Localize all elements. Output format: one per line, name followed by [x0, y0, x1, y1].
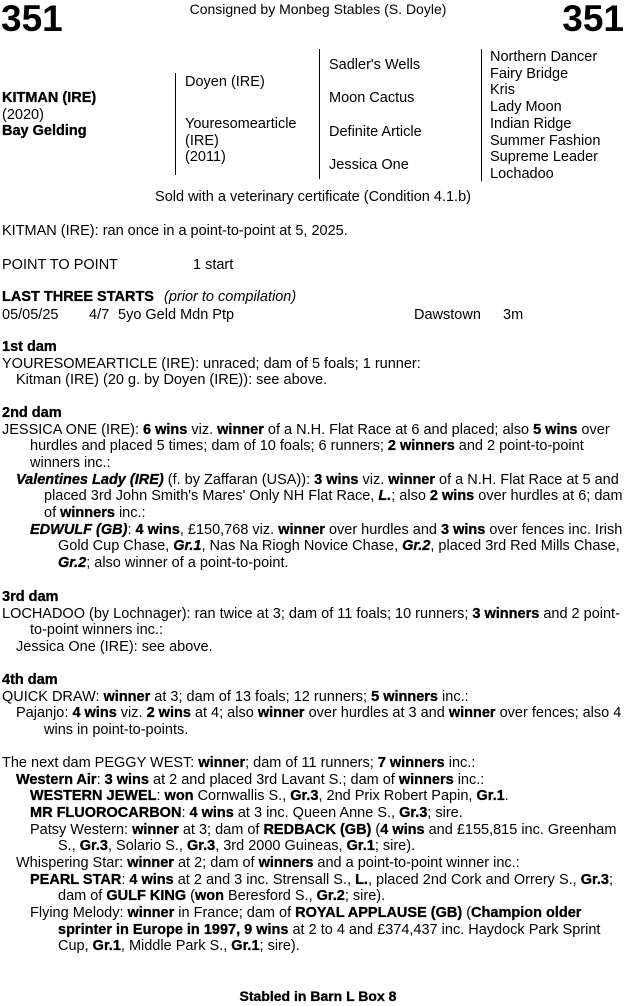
- t: 4 wins: [189, 805, 234, 822]
- t: 4 wins: [135, 521, 180, 538]
- t: , 3rd 2000 Guineas,: [215, 838, 347, 855]
- t: Gr.3: [79, 838, 108, 855]
- t: Gr.3: [290, 788, 319, 805]
- t: Western Air: [16, 771, 97, 788]
- t: The next dam PEGGY WEST:: [2, 755, 199, 771]
- second-dam-text: [2, 422, 628, 472]
- pearl-star-text: [2, 872, 628, 905]
- t: 6 wins: [143, 421, 188, 438]
- t: 3 wins: [314, 471, 359, 488]
- pedigree-dam-line3: (2011): [185, 149, 226, 166]
- t: winner: [127, 905, 175, 922]
- t: 4 wins: [129, 871, 174, 888]
- t: Pajanjo:: [16, 705, 73, 722]
- t: 3 winners: [472, 605, 540, 622]
- t: viz.: [116, 705, 147, 722]
- t: winners: [60, 505, 115, 522]
- t: Gr.1: [476, 788, 505, 805]
- t: at 3; dam of: [178, 821, 264, 838]
- t: 7 winners: [377, 755, 445, 771]
- pedigree-gen4-1: Fairy Bridge: [490, 65, 569, 82]
- t: ; sire).: [374, 838, 416, 855]
- t: L.: [355, 871, 368, 888]
- t: Gr.3: [399, 805, 428, 822]
- t: at 2 and placed 3rd Lavant S.; dam of: [148, 771, 399, 788]
- t: viz.: [187, 421, 218, 438]
- last-three-heading: LAST THREE STARTS: [2, 289, 154, 305]
- t: inc.:: [114, 505, 146, 522]
- pedigree-gen4: [490, 49, 600, 183]
- patsy-western-text: [2, 822, 628, 855]
- pedigree-dam: [185, 116, 297, 166]
- t: EDWULF (GB): [30, 521, 128, 538]
- t: WESTERN JEWEL: [30, 788, 157, 805]
- pedigree-gen3-1: Moon Cactus: [329, 90, 415, 106]
- pedigree-gen4-5: Summer Fashion: [490, 132, 601, 149]
- mr-fluorocarbon-text: [2, 805, 628, 822]
- t: Flying Melody:: [30, 905, 128, 922]
- t: winner: [217, 421, 264, 438]
- t: ; sire.: [427, 805, 463, 822]
- t: 2 wins: [429, 488, 475, 505]
- next-dam-section: [2, 755, 628, 955]
- fourth-dam-text: [2, 689, 628, 706]
- t: , Nas Na Riogh Novice Chase,: [201, 538, 403, 555]
- t: :: [121, 871, 130, 888]
- t: ROYAL APPLAUSE (GB): [295, 905, 463, 922]
- pedigree-gen4-6: Supreme Leader: [490, 149, 599, 166]
- t: at 3 inc. Queen Anne S.,: [233, 805, 400, 822]
- t: , Middle Park S.,: [120, 938, 232, 955]
- next-dam-text: [2, 755, 628, 772]
- start-date: 05/05/25: [2, 307, 59, 323]
- t: viz.: [358, 471, 389, 488]
- t: won: [164, 788, 194, 805]
- second-dam-section: [2, 405, 628, 572]
- first-dam-line: YOURESOMEARTICLE (IRE): unraced; dam of 5 foals; 1 runner:: [2, 355, 421, 372]
- t: ; also winner of a point-to-point.: [86, 555, 289, 572]
- t: over fences inc. Irish Gold Cup Chase,: [58, 521, 623, 555]
- t: (f. by Zaffaran (USA)):: [163, 471, 315, 488]
- start-position: 4/7: [89, 307, 110, 323]
- t: , Solario S.,: [107, 838, 187, 855]
- t: :: [156, 788, 165, 805]
- horse-name: KITMAN (IRE): [2, 90, 97, 106]
- t: over hurdles and: [324, 521, 441, 538]
- t: ; dam of: [58, 871, 613, 905]
- pedigree-gen4-7: Lochadoo: [490, 165, 554, 182]
- t: Gr.2: [58, 555, 87, 572]
- start-race: 5yo Geld Mdn Ptp: [118, 307, 235, 323]
- t: :: [181, 805, 190, 822]
- t: inc.:: [438, 688, 469, 705]
- t: over fences; also 4 wins in point-to-points.: [44, 705, 622, 739]
- t: of a N.H. Flat Race at 5 and placed 3rd John Smith's Mares' Only NH Flat Race,: [44, 471, 619, 505]
- t: at 2 and 3 inc. Strensall S.,: [173, 871, 356, 888]
- t: Gr.2: [316, 888, 345, 905]
- pedigree-bracket-2: [319, 49, 320, 179]
- t: winner: [127, 855, 174, 872]
- t: winner: [388, 471, 436, 488]
- pedigree-bracket-1: [175, 73, 176, 175]
- t: winner: [132, 821, 179, 838]
- t: , £150,768 viz.: [179, 521, 279, 538]
- t: MR FLUOROCARBON: [30, 805, 182, 822]
- t: Valentines Lady (IRE): [16, 471, 164, 488]
- start-course: Dawstown: [414, 307, 481, 323]
- consignor-line: Consigned by Monbeg Stables (S. Doyle): [189, 1, 447, 17]
- t: Cornwallis S.,: [193, 788, 291, 805]
- t: and a point-to-point winner inc.:: [313, 855, 520, 872]
- valentines-lady-text: [2, 472, 628, 522]
- t: over hurdles at 6; dam of: [44, 488, 623, 522]
- fourth-dam-heading: 4th dam: [2, 672, 58, 688]
- t: Gr.2: [402, 538, 431, 555]
- pedigree-sire: Doyen (IRE): [185, 74, 265, 90]
- t: REDBACK (GB): [263, 821, 372, 838]
- pedigree-dam-line2: (IRE): [185, 132, 219, 149]
- t: at 4; also: [190, 705, 258, 722]
- t: of a N.H. Flat Race at 6 and placed; also: [263, 421, 534, 438]
- pedigree-gen3-0: Sadler's Wells: [329, 57, 421, 73]
- t: won: [194, 888, 224, 905]
- t: at 3; dam of 13 foals; 12 runners;: [150, 688, 372, 705]
- start-distance: 3m: [503, 307, 524, 323]
- first-dam-heading: 1st dam: [2, 339, 57, 355]
- t: at 2; dam of: [173, 855, 259, 872]
- t: Whispering Star:: [16, 855, 128, 872]
- t: at 2 to 4 and £374,437 inc. Haydock Park Sprint Cup,: [58, 921, 601, 955]
- t: Patsy Western:: [30, 821, 133, 838]
- last-three-header: [2, 289, 296, 306]
- t: winner: [448, 705, 496, 722]
- first-dam-produce: Kitman (IRE) (20 g. by Doyen (IRE)): see above.: [16, 372, 328, 389]
- t: winner: [257, 705, 305, 722]
- horse-sex-colour: Bay Gelding: [2, 123, 87, 140]
- t: , placed 3rd Red Mills Chase,: [430, 538, 620, 555]
- pedigree-gen4-0: Northern Dancer: [490, 49, 598, 65]
- t: (: [186, 888, 195, 905]
- t: Gr.1: [92, 938, 121, 955]
- t: Gr.1: [231, 938, 260, 955]
- t: 5 wins: [533, 421, 578, 438]
- third-dam-text: [2, 606, 628, 639]
- t: (: [462, 905, 472, 922]
- t: L.: [378, 488, 392, 505]
- t: ; sire).: [344, 888, 386, 905]
- lot-number-left: 351: [1, 0, 63, 39]
- pedigree-gen4-2: Kris: [490, 82, 515, 99]
- third-dam-section: [2, 589, 628, 656]
- t: (: [371, 821, 381, 838]
- t: and 2 point-to-point winners inc.:: [30, 605, 620, 639]
- horse-identity: [2, 90, 96, 140]
- t: ; dam of 11 runners;: [245, 755, 378, 771]
- ptp-label: POINT TO POINT: [2, 257, 119, 273]
- pedigree-bracket-3: [481, 49, 482, 181]
- t: Gr.1: [173, 538, 202, 555]
- western-air-text: [2, 772, 628, 789]
- t: Gr.3: [186, 838, 216, 855]
- t: inc.:: [444, 755, 476, 771]
- t: winner: [103, 688, 151, 705]
- t: Beresford S.,: [223, 888, 317, 905]
- third-dam-heading: 3rd dam: [2, 589, 59, 605]
- t: winners: [398, 771, 454, 788]
- t: 3 wins: [441, 521, 486, 538]
- flying-melody-text: [2, 905, 628, 955]
- t: JESSICA ONE (IRE):: [2, 421, 143, 438]
- t: :: [96, 771, 105, 788]
- fourth-dam-section: [2, 672, 628, 739]
- horse-year: (2020): [2, 106, 44, 123]
- last-three-note: (prior to compilation): [164, 289, 297, 305]
- second-dam-heading: 2nd dam: [2, 405, 62, 421]
- pedigree-dam-line1: Youresomearticle: [185, 116, 297, 132]
- t: over hurdles and placed 5 times; dam of 10 foals; 6 runners;: [30, 421, 610, 455]
- western-jewel-text: [2, 788, 628, 805]
- t: 5 winners: [371, 688, 438, 705]
- t: LOCHADOO (by Lochnager): ran twice at 3; dam of 11 foals; 10 runners;: [2, 605, 473, 622]
- t: , placed 2nd Cork and Orrery S.,: [367, 871, 581, 888]
- t: winners: [258, 855, 314, 872]
- edwulf-text: [2, 522, 628, 572]
- t: .: [504, 788, 509, 805]
- t: GULF KING: [106, 888, 187, 905]
- lot-number-right: 351: [562, 0, 624, 39]
- t: 4 wins: [72, 705, 117, 722]
- t: over hurdles at 3 and: [304, 705, 449, 722]
- t: 4 wins: [380, 821, 425, 838]
- t: 2 winners: [387, 438, 455, 455]
- t: :: [127, 521, 136, 538]
- pedigree-gen4-4: Indian Ridge: [490, 115, 572, 132]
- pedigree-gen3-2: Definite Article: [329, 124, 422, 140]
- footer-stabled: Stabled in Barn L Box 8: [239, 988, 397, 1004]
- t: inc.:: [453, 771, 485, 788]
- pajanjo-text: [2, 705, 628, 738]
- t: 3 wins: [104, 771, 149, 788]
- t: and 2 point-to-point winners inc.:: [30, 438, 584, 472]
- vet-note: Sold with a veterinary certificate (Condition 4.1.b): [155, 189, 471, 205]
- t: winner: [278, 521, 325, 538]
- pedigree-gen3-3: Jessica One: [329, 157, 409, 173]
- t: ; sire).: [259, 938, 300, 955]
- third-dam-produce: Jessica One (IRE): see above.: [16, 639, 213, 656]
- t: 2 wins: [146, 705, 191, 722]
- whispering-star-text: [2, 855, 628, 872]
- t: winner: [198, 755, 246, 771]
- t: Gr.1: [346, 838, 375, 855]
- t: ; also: [391, 488, 430, 505]
- t: QUICK DRAW:: [2, 688, 104, 705]
- pedigree-gen4-3: Lady Moon: [490, 99, 562, 116]
- summary-line: KITMAN (IRE): ran once in a point-to-point at 5, 2025.: [2, 223, 348, 239]
- t: , 2nd Prix Robert Papin,: [318, 788, 477, 805]
- t: and £155,815 inc. Greenham S.,: [58, 821, 617, 855]
- ptp-starts: 1 start: [193, 257, 234, 273]
- t: Champion older sprinter in Europe in 1997, 9 wins: [58, 905, 582, 938]
- t: in France; dam of: [174, 905, 296, 922]
- first-dam-section: [2, 339, 628, 389]
- t: PEARL STAR: [30, 871, 122, 888]
- t: Gr.3: [580, 871, 609, 888]
